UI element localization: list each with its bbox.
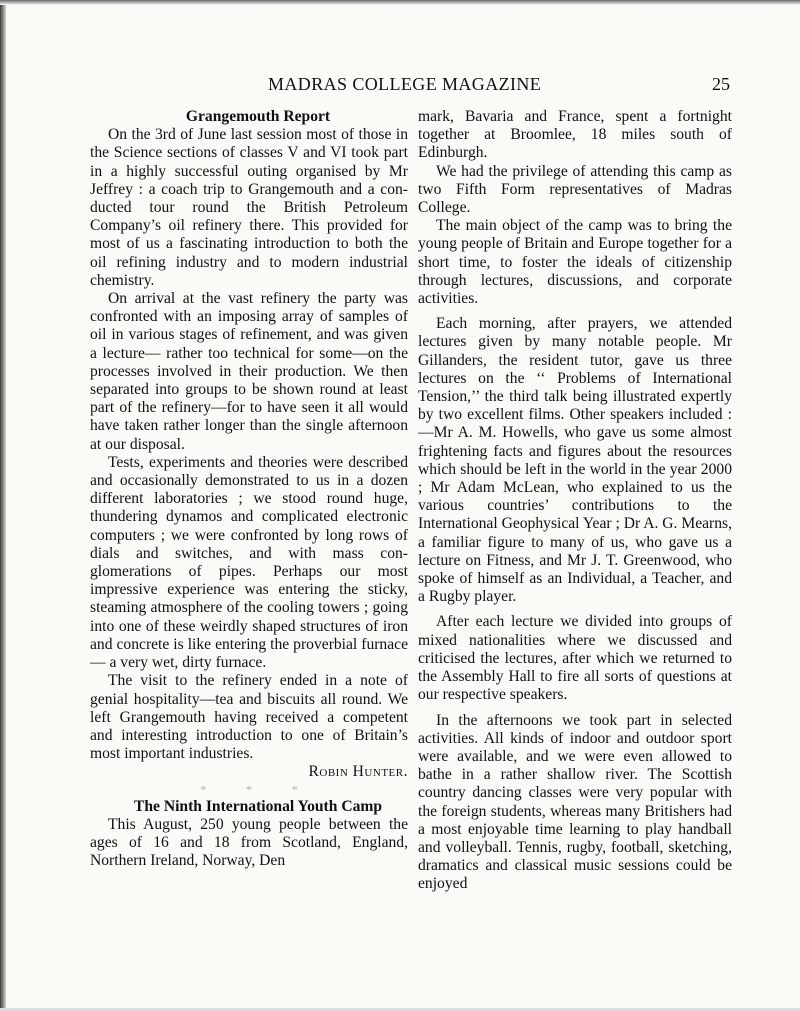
article-paragraph: This August, 250 young people between the ages of 16 and 18 from Scotland, England, Northern Ireland, Norway, Den	[90, 815, 408, 870]
page-number: 25	[712, 74, 730, 94]
article-paragraph: On arrival at the vast refinery the party was confronted with an imposing array of samples of oil in various stages of refinement, and was given a lecture— rather too technical for some—on the processes involved in their production. We then separated into groups to be shown round at least part of the refinery—for to have seen it all would have taken rather longer than the single afternoon at our disposal.	[90, 290, 408, 453]
article-paragraph: Tests, experiments and theories were described and occasionally demonstrated to us in a dozen different laboratories ; we stood round huge, thundering dynamos and complicated electronic computers ; we were confronted by long rows of dials and switches, and with mass conglomerations of pipes. Perhaps our most impressive experience was entering the sticky, steaming atmosphere of the cooling towers ; going into one of these weirdly shaped structures of iron and concrete is like entering the proverbial furnace— a very wet, dirty furnace.	[90, 453, 408, 672]
article-heading-grangemouth: Grangemouth Report	[185, 108, 331, 125]
article-paragraph-continued: mark, Bavaria and France, spent a fortnight together at Broomlee, 18 miles south of Edinburgh.	[418, 108, 732, 162]
article-paragraph: The visit to the refinery ended in a note of genial hospitality—tea and biscuits all round. We left Grangemouth having received a competent and interesting introduction to one of Britain’s most important industries.	[90, 672, 408, 763]
magazine-title: MADRAS COLLEGE MAGAZINE	[268, 74, 542, 94]
author-signature: Robin Hunter.	[308, 763, 408, 781]
article-paragraph: On the 3rd of June last session most of those in the Science sections of classes V and VI took part in a highly successful outing organised by Mr Jeffrey : a coach trip to Grangemouth and a conducted tour round the British Petroleum Company’s oil refinery there. This provided for most of us a fascinating introduction to both the oil refining industry and to modern industrial chemistry.	[90, 126, 408, 289]
article-paragraph: The main object of the camp was to bring the young people of Britain and Europe together for a short time, to foster the ideals of citizenship through lectures, discussions, and corporate activities.	[418, 217, 732, 308]
page-shadow-left	[0, 0, 6, 1011]
article-paragraph: Each morning, after prayers, we attended lectures given by many notable people. Mr Gillanders, the resident tutor, gave us three lectures on the ‘‘ Problems of International Tension,’’ the third talk being illustrated expertly by two excellent films. Other speakers included :—Mr A. M. Howells, who gave us some almost frightening facts and figures about the resources which should be left in the world in the year 2000 ; Mr Adam McLean, who explained to us the various countries’ contributions to the International Geophysical Year ; Dr A. G. Mearns, a familiar figure to many of us, who gave us a lecture on Fitness, and Mr J. T. Greenwood, who spoke of himself as an Individual, a Teacher, and a Rugby player.	[418, 315, 732, 606]
article-paragraph: After each lecture we divided into groups of mixed nationalities where we discussed and criticised the lectures, after which we returned to the Assembly Hall to fire all sorts of questions at our respective speakers.	[418, 613, 732, 704]
right-column	[418, 108, 732, 894]
section-separator: * * *	[200, 781, 316, 797]
page-shadow-top	[0, 0, 800, 5]
article-paragraph: In the afternoons we took part in selected activities. All kinds of indoor and outdoor sport were available, and we were even allowed to bathe in a rather shallow river. The Scottish country dancing classes were very popular with the foreign students, whereas many Britishers had a most enjoyable time learning to play handball and volleyball. Tennis, rugby, football, sketching, dramatics and classical music sessions could be enjoyed	[418, 711, 732, 893]
article-paragraph: We had the privilege of attending this camp as two Fifth Form representatives of Madras College.	[418, 162, 732, 217]
left-column	[90, 108, 408, 870]
article-heading-youth-camp: The Ninth International Youth Camp	[133, 797, 383, 815]
